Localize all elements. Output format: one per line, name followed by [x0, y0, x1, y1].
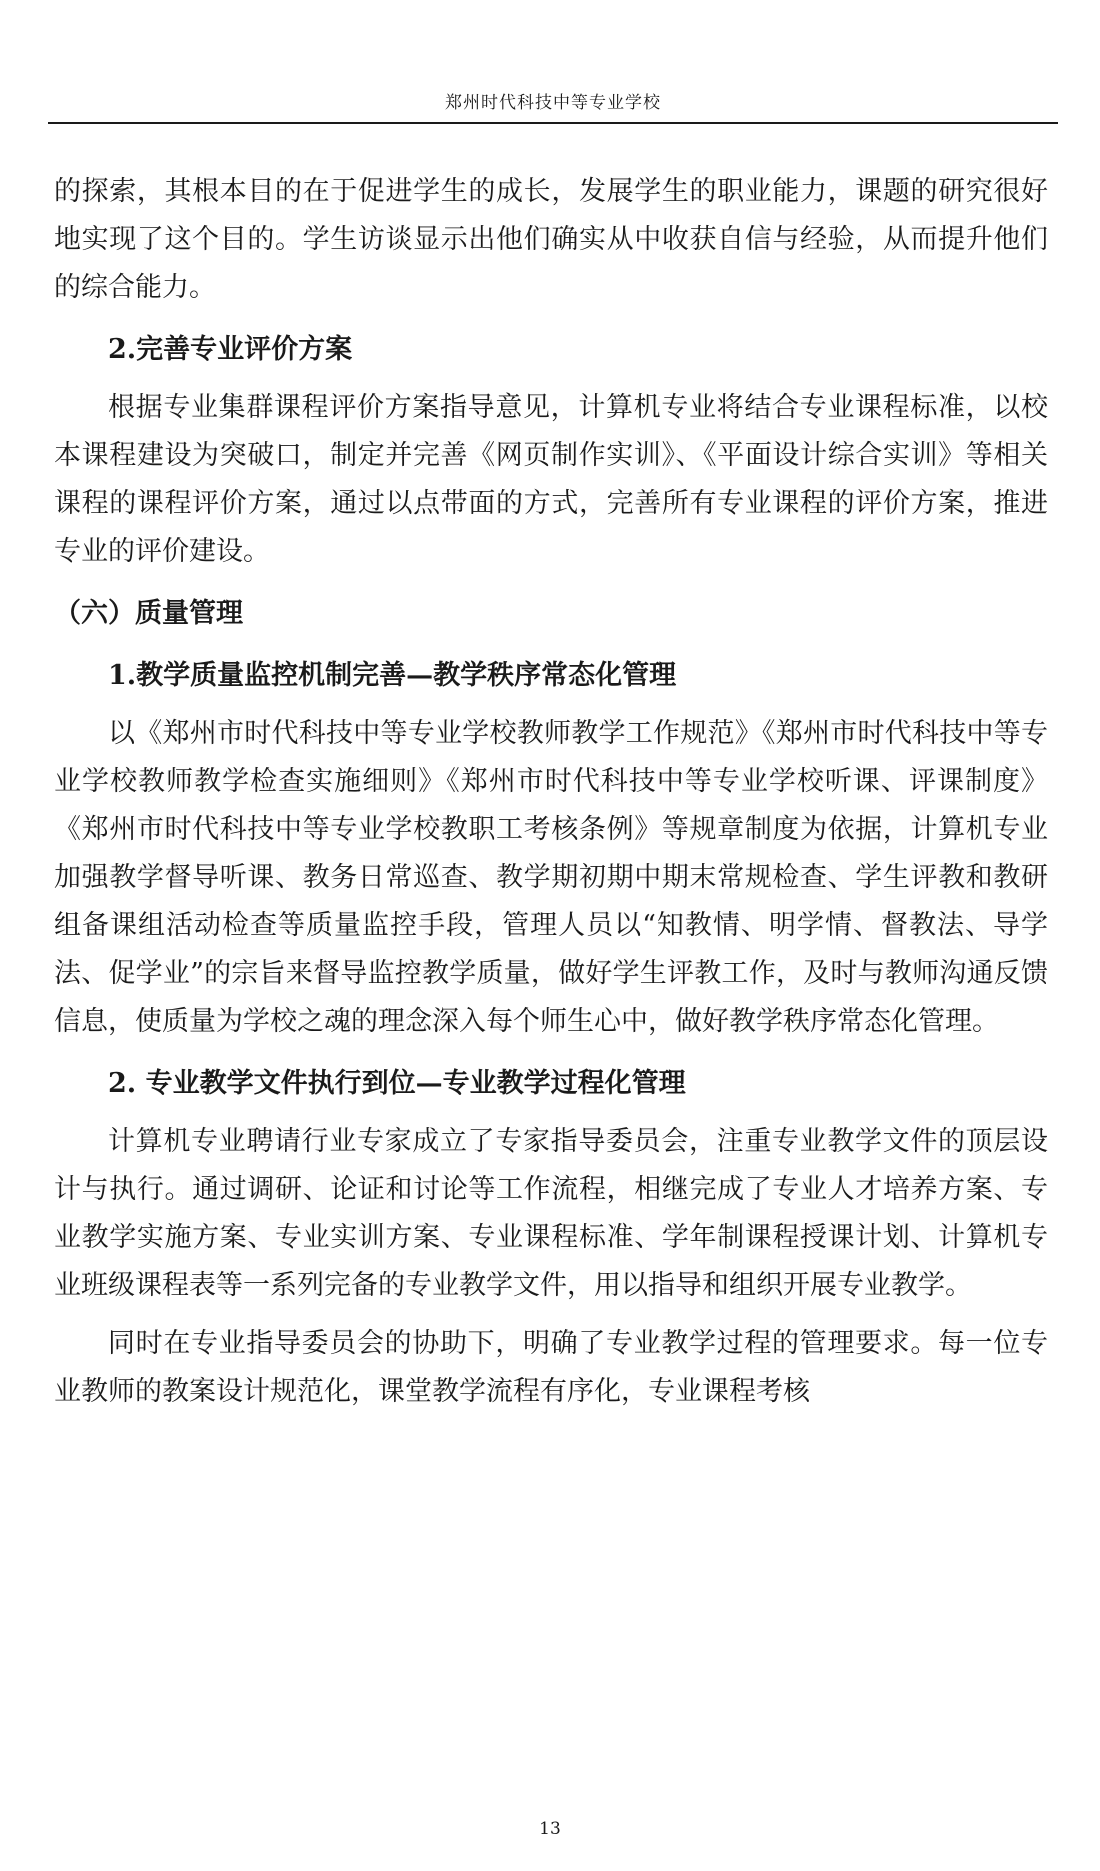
paragraph-teaching-documents: 计算机专业聘请行业专家成立了专家指导委员会，注重专业教学文件的顶层设计与执行。通过调研、论证和讨论等工作流程，相继完成了专业人才培养方案、专业教学实施方案、专业实训方案、专业课程标准、学年制课程授课计划、计算机专业班级课程表等一系列完备的专业教学文件，用以指导和组织开展专业教学。	[54, 1126, 1048, 1301]
heading-teaching-documents: 2. 专业教学文件执行到位—专业教学过程化管理	[108, 1068, 686, 1099]
paragraph-evaluation: 根据专业集群课程评价方案指导意见，计算机专业将结合专业课程标准，以校本课程建设为突破口，制定并完善《网页制作实训》、《平面设计综合实训》等相关课程的课程评价方案，通过以点带面的方式，完善所有专业课程的评价方案，推进专业的评价建设。	[54, 392, 1048, 567]
heading-quality-monitoring: 1.教学质量监控机制完善—教学秩序常态化管理	[108, 660, 677, 691]
section-heading-quality-management: （六）质量管理	[54, 598, 243, 629]
header-divider	[48, 122, 1058, 124]
heading-evaluation-scheme: 2.完善专业评价方案	[108, 334, 353, 365]
running-header: 郑州时代科技中等专业学校	[445, 93, 661, 113]
page-body	[54, 168, 1048, 1416]
paragraph-quality-monitoring: 以《郑州市时代科技中等专业学校教师教学工作规范》《郑州市时代科技中等专业学校教师教学检查实施细则》《郑州市时代科技中等专业学校听课、评课制度》《郑州市时代科技中等专业学校教职工考核条例》等规章制度为依据，计算机专业加强教学督导听课、教务日常巡查、教学期初期中期末常规检查、学生评教和教研组备课组活动检查等质量监控手段，管理人员以“知教情、明学情、督教法、导学法、促学业”的宗旨来督导监控教学质量，做好学生评教工作，及时与教师沟通反馈信息，使质量为学校之魂的理念深入每个师生心中，做好教学秩序常态化管理。	[54, 718, 1048, 1037]
paragraph-teaching-process: 同时在专业指导委员会的协助下，明确了专业教学过程的管理要求。每一位专业教师的教案设计规范化，课堂教学流程有序化，专业课程考核	[54, 1328, 1048, 1407]
paragraph-intro: 的探索，其根本目的在于促进学生的成长，发展学生的职业能力，课题的研究很好地实现了这个目的。学生访谈显示出他们确实从中收获自信与经验，从而提升他们的综合能力。	[54, 176, 1048, 303]
page-number: 13	[539, 1819, 561, 1839]
